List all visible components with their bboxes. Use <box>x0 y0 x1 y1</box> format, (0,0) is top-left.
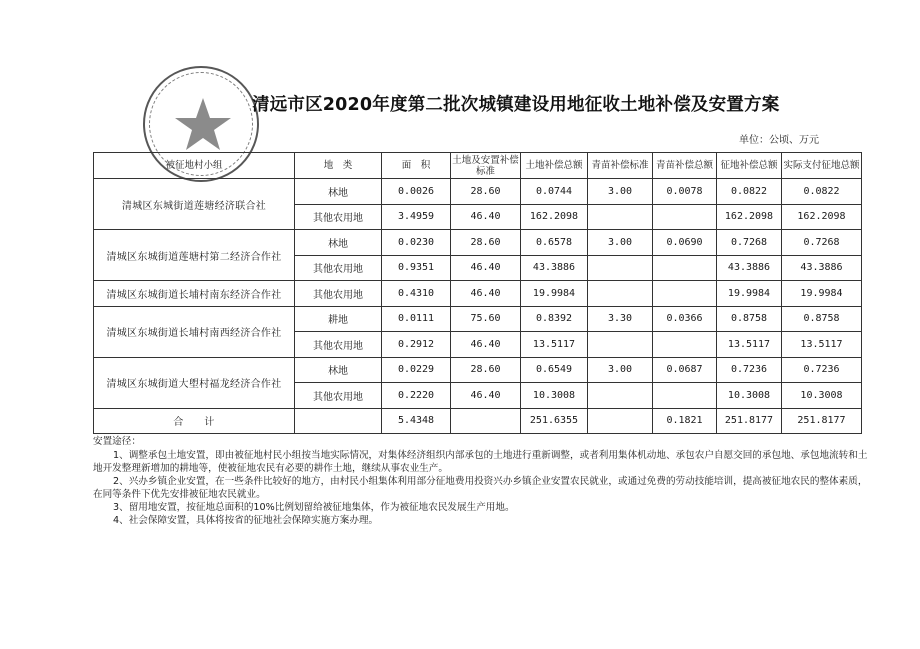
total-land-total: 251.6355 <box>521 408 588 434</box>
notes-heading: 安置途径： <box>93 436 141 447</box>
unit-label: 单位：公顷、万元 <box>739 135 819 146</box>
cell-area: 0.0229 <box>382 357 451 383</box>
header-land-type: 地 类 <box>295 153 382 179</box>
cell-actual-total: 0.8758 <box>782 306 862 332</box>
cell-crop-total <box>653 281 717 307</box>
cell-crop-total: 0.0687 <box>653 357 717 383</box>
cell-land-type: 其他农用地 <box>295 383 382 409</box>
cell-crop-total: 0.0690 <box>653 230 717 256</box>
header-crop-total: 青苗补偿总额 <box>653 153 717 179</box>
cell-land-standard: 46.40 <box>451 255 521 281</box>
note-item: 1、调整承包土地安置，即由被征地村民小组按当地实际情况，对集体经济组织内部承包的土地进行重新调整，或者利用集体机动地、承包农户自愿交回的承包地、承包地流转和土地开发整理新增加的耕地等，使被征地农民有必要的耕作土地，继续从事农业生产。 <box>93 450 868 474</box>
table-header-row <box>94 153 862 179</box>
cell-land-type: 耕地 <box>295 306 382 332</box>
cell-area: 0.0111 <box>382 306 451 332</box>
cell-land-total: 0.6549 <box>521 357 588 383</box>
table-row <box>94 230 862 256</box>
cell-crop-total <box>653 204 717 230</box>
total-row <box>94 408 862 434</box>
document-title: 清远市区2020年度第二批次城镇建设用地征收土地补偿及安置方案 <box>252 95 780 115</box>
cell-actual-total: 13.5117 <box>782 332 862 358</box>
group-name: 清城区东城街道大塱村福龙经济合作社 <box>94 357 295 408</box>
compensation-table <box>93 152 862 434</box>
total-land-type <box>295 408 382 434</box>
cell-comp-total: 43.3886 <box>717 255 782 281</box>
cell-actual-total: 162.2098 <box>782 204 862 230</box>
header-actual-total: 实际支付征地总额 <box>782 153 862 179</box>
cell-crop-total <box>653 255 717 281</box>
cell-land-type: 其他农用地 <box>295 255 382 281</box>
cell-crop-total: 0.0078 <box>653 179 717 205</box>
cell-crop-total <box>653 332 717 358</box>
cell-area: 3.4959 <box>382 204 451 230</box>
cell-comp-total: 13.5117 <box>717 332 782 358</box>
cell-land-type: 其他农用地 <box>295 204 382 230</box>
cell-land-total: 0.6578 <box>521 230 588 256</box>
cell-crop-standard <box>588 204 653 230</box>
cell-comp-total: 0.7236 <box>717 357 782 383</box>
cell-actual-total: 43.3886 <box>782 255 862 281</box>
cell-land-standard: 28.60 <box>451 230 521 256</box>
table-row <box>94 357 862 383</box>
cell-crop-standard <box>588 383 653 409</box>
group-name: 清城区东城街道长埔村南西经济合作社 <box>94 306 295 357</box>
cell-land-standard: 46.40 <box>451 383 521 409</box>
cell-area: 0.4310 <box>382 281 451 307</box>
header-area: 面 积 <box>382 153 451 179</box>
cell-land-total: 19.9984 <box>521 281 588 307</box>
group-name: 清城区东城街道莲塘经济联合社 <box>94 179 295 230</box>
cell-land-type: 林地 <box>295 179 382 205</box>
cell-area: 0.0230 <box>382 230 451 256</box>
group-name: 清城区东城街道长埔村南东经济合作社 <box>94 281 295 307</box>
cell-crop-standard <box>588 281 653 307</box>
note-item: 4、社会保障安置，具体将按省的征地社会保障实施方案办理。 <box>113 515 379 526</box>
cell-comp-total: 162.2098 <box>717 204 782 230</box>
total-land-standard <box>451 408 521 434</box>
header-crop-standard: 青苗补偿标准 <box>588 153 653 179</box>
cell-crop-total: 0.0366 <box>653 306 717 332</box>
cell-land-total: 43.3886 <box>521 255 588 281</box>
cell-crop-total <box>653 383 717 409</box>
table-row <box>94 306 862 332</box>
cell-comp-total: 0.8758 <box>717 306 782 332</box>
cell-actual-total: 10.3008 <box>782 383 862 409</box>
cell-crop-standard: 3.00 <box>588 179 653 205</box>
cell-crop-standard: 3.00 <box>588 230 653 256</box>
group-name: 清城区东城街道莲塘村第二经济合作社 <box>94 230 295 281</box>
total-area: 5.4348 <box>382 408 451 434</box>
cell-land-total: 10.3008 <box>521 383 588 409</box>
total-crop-total: 0.1821 <box>653 408 717 434</box>
cell-land-type: 其他农用地 <box>295 332 382 358</box>
cell-comp-total: 19.9984 <box>717 281 782 307</box>
header-land-total: 土地补偿总额 <box>521 153 588 179</box>
cell-area: 0.2912 <box>382 332 451 358</box>
header-land-standard: 土地及安置补偿标准 <box>452 154 519 177</box>
total-label: 合 计 <box>94 408 295 434</box>
cell-area: 0.9351 <box>382 255 451 281</box>
cell-actual-total: 0.7268 <box>782 230 862 256</box>
cell-crop-standard: 3.00 <box>588 357 653 383</box>
table-row <box>94 179 862 205</box>
cell-land-total: 0.8392 <box>521 306 588 332</box>
note-item: 2、兴办乡镇企业安置，在一些条件比较好的地方，由村民小组集体利用部分征地费用投资兴办乡镇企业安置农民就业，或通过免费的劳动技能培训，提高被征地农民的整体素质，在同等条件下优先安排被征地农民就业。 <box>93 476 868 500</box>
cell-area: 0.0026 <box>382 179 451 205</box>
resettlement-notes <box>93 435 868 527</box>
cell-actual-total: 0.0822 <box>782 179 862 205</box>
cell-land-standard: 46.40 <box>451 204 521 230</box>
cell-land-total: 13.5117 <box>521 332 588 358</box>
total-crop-standard <box>588 408 653 434</box>
cell-land-type: 其他农用地 <box>295 281 382 307</box>
cell-land-standard: 75.60 <box>451 306 521 332</box>
cell-land-standard: 28.60 <box>451 357 521 383</box>
cell-land-total: 0.0744 <box>521 179 588 205</box>
cell-land-total: 162.2098 <box>521 204 588 230</box>
cell-comp-total: 10.3008 <box>717 383 782 409</box>
cell-area: 0.2220 <box>382 383 451 409</box>
cell-land-standard: 46.40 <box>451 332 521 358</box>
cell-crop-standard: 3.30 <box>588 306 653 332</box>
cell-actual-total: 19.9984 <box>782 281 862 307</box>
cell-crop-standard <box>588 255 653 281</box>
cell-actual-total: 0.7236 <box>782 357 862 383</box>
header-comp-total: 征地补偿总额 <box>717 153 782 179</box>
cell-comp-total: 0.0822 <box>717 179 782 205</box>
header-group: 被征地村小组 <box>94 153 295 179</box>
cell-land-standard: 46.40 <box>451 281 521 307</box>
table-row <box>94 281 862 307</box>
note-item: 3、留用地安置，按征地总面积的10%比例划留给被征地集体，作为被征地农民发展生产用地。 <box>113 502 515 513</box>
cell-crop-standard <box>588 332 653 358</box>
cell-land-standard: 28.60 <box>451 179 521 205</box>
cell-land-type: 林地 <box>295 357 382 383</box>
total-actual-total: 251.8177 <box>782 408 862 434</box>
cell-comp-total: 0.7268 <box>717 230 782 256</box>
cell-land-type: 林地 <box>295 230 382 256</box>
total-comp-total: 251.8177 <box>717 408 782 434</box>
